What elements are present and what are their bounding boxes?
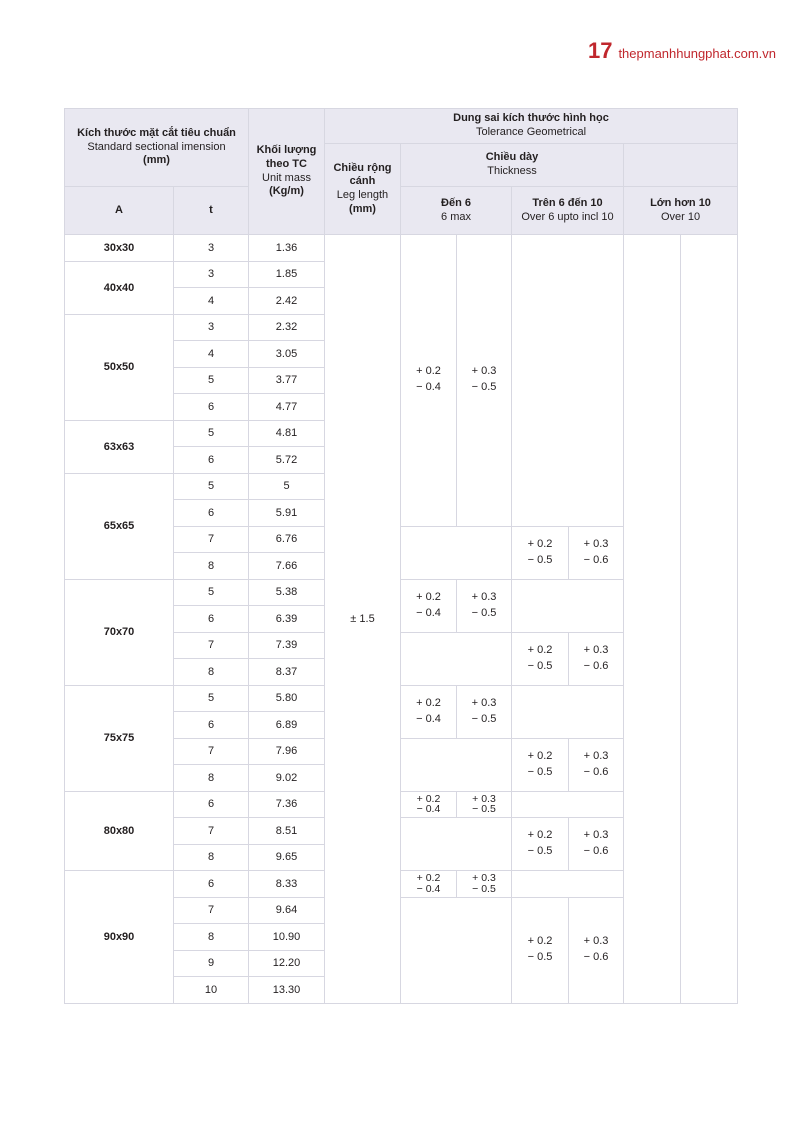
tolerance-upto6-plus-minus: + 0.2 − 0.4	[401, 685, 457, 738]
tolerance-upto6-plus-minus-b: + 0.3 − 0.5	[457, 871, 512, 898]
mass-value: 8.37	[249, 659, 325, 686]
tolerance-upto6-plus-minus: + 0.2 − 0.4	[401, 791, 457, 818]
tolerance-empty-cell	[512, 791, 624, 818]
section-size: 70x70	[65, 579, 174, 685]
tolerance-empty-cell	[401, 738, 512, 791]
tolerance-6to10-plus-minus: + 0.2 − 0.5	[512, 818, 569, 871]
mass-value: 5.38	[249, 579, 325, 606]
thickness-value: 8	[174, 659, 249, 686]
thickness-value: 5	[174, 579, 249, 606]
mass-value: 5	[249, 473, 325, 500]
thickness-value: 7	[174, 818, 249, 845]
header-standard-section: Kích thước mặt cắt tiêu chuẩn Standard sectional imension (mm)	[65, 109, 249, 187]
tolerance-6to10-plus-minus: + 0.2 − 0.5	[512, 897, 569, 1003]
section-size: 30x30	[65, 235, 174, 262]
mass-value: 6.39	[249, 606, 325, 633]
mass-value: 8.33	[249, 871, 325, 898]
thickness-value: 9	[174, 950, 249, 977]
thickness-value: 6	[174, 394, 249, 421]
thickness-value: 5	[174, 685, 249, 712]
tolerance-6to10-plus-minus: + 0.2 − 0.5	[512, 738, 569, 791]
mass-value: 8.51	[249, 818, 325, 845]
tolerance-upto6-plus-minus: + 0.2 − 0.4	[401, 579, 457, 632]
thickness-value: 8	[174, 844, 249, 871]
tolerance-upto6-plus-minus: + 0.2 − 0.4	[401, 235, 457, 527]
page-number: 17	[587, 38, 613, 63]
tolerance-6to10-plus-minus-b: + 0.3 − 0.6	[569, 897, 624, 1003]
thickness-value: 8	[174, 553, 249, 580]
mass-value: 1.85	[249, 261, 325, 288]
thickness-value: 6	[174, 500, 249, 527]
thickness-value: 3	[174, 314, 249, 341]
mass-value: 9.64	[249, 897, 325, 924]
header-thickness: Chiều dày Thickness	[401, 144, 624, 187]
thickness-value: 6	[174, 712, 249, 739]
mass-value: 7.39	[249, 632, 325, 659]
tolerance-upto6-plus-minus-b: + 0.3 − 0.5	[457, 235, 512, 527]
mass-value: 12.20	[249, 950, 325, 977]
thickness-value: 5	[174, 473, 249, 500]
section-size: 65x65	[65, 473, 174, 579]
tolerance-empty-cell	[512, 871, 624, 898]
section-size: 80x80	[65, 791, 174, 871]
header-leg-length: Chiều rộng cánh Leg length (mm)	[325, 144, 401, 235]
mass-value: 13.30	[249, 977, 325, 1004]
mass-value: 9.65	[249, 844, 325, 871]
thickness-value: 10	[174, 977, 249, 1004]
mass-value: 1.36	[249, 235, 325, 262]
section-size: 40x40	[65, 261, 174, 314]
mass-value: 3.05	[249, 341, 325, 368]
thickness-value: 8	[174, 924, 249, 951]
mass-value: 2.42	[249, 288, 325, 315]
tolerance-6to10-plus-minus: + 0.2 − 0.5	[512, 526, 569, 579]
tolerance-6to10-plus-minus-b: + 0.3 − 0.6	[569, 818, 624, 871]
thickness-value: 5	[174, 420, 249, 447]
mass-value: 10.90	[249, 924, 325, 951]
header-col-t: t	[174, 187, 249, 235]
mass-value: 6.76	[249, 526, 325, 553]
tolerance-6to10-plus-minus-b: + 0.3 − 0.6	[569, 632, 624, 685]
tolerance-6to10-plus-minus-b: + 0.3 − 0.6	[569, 526, 624, 579]
thickness-value: 8	[174, 765, 249, 792]
tolerance-6to10-plus-minus: + 0.2 − 0.5	[512, 632, 569, 685]
mass-value: 5.91	[249, 500, 325, 527]
thickness-value: 6	[174, 871, 249, 898]
thickness-value: 6	[174, 447, 249, 474]
thickness-value: 5	[174, 367, 249, 394]
mass-value: 7.66	[249, 553, 325, 580]
page-header	[588, 38, 776, 64]
thickness-value: 6	[174, 606, 249, 633]
tolerance-upto6-plus-minus-b: + 0.3 − 0.5	[457, 579, 512, 632]
mass-value: 2.32	[249, 314, 325, 341]
thickness-value: 6	[174, 791, 249, 818]
section-size: 63x63	[65, 420, 174, 473]
thickness-value: 3	[174, 235, 249, 262]
section-size: 50x50	[65, 314, 174, 420]
tolerance-empty-cell	[401, 632, 512, 685]
mass-value: 3.77	[249, 367, 325, 394]
mass-value: 4.77	[249, 394, 325, 421]
tolerance-upto6-plus-minus-b: + 0.3 − 0.5	[457, 791, 512, 818]
thickness-value: 7	[174, 526, 249, 553]
mass-value: 7.96	[249, 738, 325, 765]
tolerance-over10-empty-b	[681, 235, 738, 1004]
angle-steel-spec-table	[64, 108, 738, 1004]
tolerance-empty-cell	[512, 235, 624, 527]
tolerance-empty-cell	[401, 526, 512, 579]
section-size: 75x75	[65, 685, 174, 791]
header-thickness-empty	[624, 144, 738, 187]
mass-value: 6.89	[249, 712, 325, 739]
section-size: 90x90	[65, 871, 174, 1004]
tolerance-empty-cell	[512, 579, 624, 632]
tolerance-empty-cell	[512, 685, 624, 738]
leg-length-tolerance: ± 1.5	[325, 235, 401, 1004]
tolerance-empty-cell	[401, 818, 512, 871]
tolerance-upto6-plus-minus: + 0.2 − 0.4	[401, 871, 457, 898]
website-url: thepmanhhungphat.com.vn	[618, 46, 776, 61]
mass-value: 7.36	[249, 791, 325, 818]
tolerance-empty-cell	[401, 897, 512, 1003]
thickness-value: 7	[174, 632, 249, 659]
header-col-A: A	[65, 187, 174, 235]
mass-value: 5.72	[249, 447, 325, 474]
header-6-to-10: Trên 6 đến 10 Over 6 upto incl 10	[512, 187, 624, 235]
tolerance-upto6-plus-minus-b: + 0.3 − 0.5	[457, 685, 512, 738]
header-over-10: Lớn hơn 10 Over 10	[624, 187, 738, 235]
header-unit-mass: Khối lượng theo TC Unit mass (Kg/m)	[249, 109, 325, 235]
header-tolerance: Dung sai kích thước hình học Tolerance Geometrical	[325, 109, 738, 144]
mass-value: 5.80	[249, 685, 325, 712]
thickness-value: 7	[174, 738, 249, 765]
thickness-value: 4	[174, 341, 249, 368]
thickness-value: 7	[174, 897, 249, 924]
thickness-value: 3	[174, 261, 249, 288]
mass-value: 4.81	[249, 420, 325, 447]
mass-value: 9.02	[249, 765, 325, 792]
tolerance-over10-empty	[624, 235, 681, 1004]
tolerance-6to10-plus-minus-b: + 0.3 − 0.6	[569, 738, 624, 791]
header-upto-6: Đến 6 6 max	[401, 187, 512, 235]
thickness-value: 4	[174, 288, 249, 315]
